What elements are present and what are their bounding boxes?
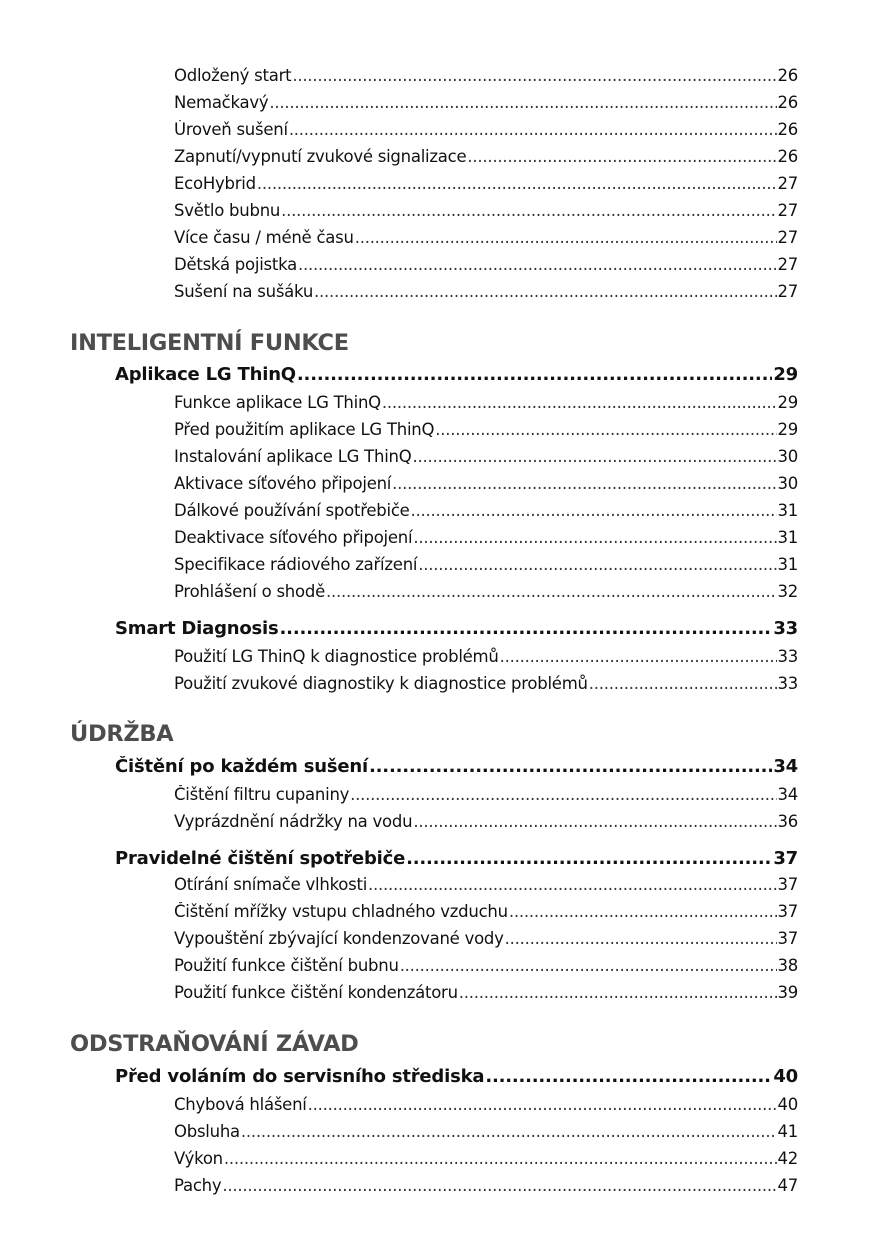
toc-chapter-entry[interactable] [115,848,798,869]
toc-page-number: 40 [777,1095,798,1114]
toc-page-number: 29 [773,364,798,385]
toc-chapter-entry[interactable] [115,364,798,385]
dot-leader [406,848,772,869]
toc-entry[interactable] [174,147,798,166]
section-heading: ODSTRAŇOVÁNÍ ZÁVAD [70,1031,359,1057]
dot-leader [467,147,776,166]
toc-entry-title: Čištění po každém sušení [115,756,369,777]
toc-entry-title: Použití zvukové diagnostiky k diagnostice problémů [174,674,588,693]
toc-entry-title: Otírání snímače vlhkosti [174,875,368,894]
toc-entry-title: Úroveň sušení [174,120,288,139]
toc-entry-title: Čištění filtru cupaniny [174,785,350,804]
toc-entry[interactable] [174,582,798,601]
toc-page-number: 26 [777,120,798,139]
toc-entry[interactable] [174,201,798,220]
dot-leader [269,93,776,112]
dot-leader [222,1176,776,1195]
toc-page-number: 34 [777,785,798,804]
toc-entry[interactable] [174,282,798,301]
toc-entry[interactable] [174,228,798,247]
toc-entry[interactable] [174,674,798,693]
section-heading: INTELIGENTNÍ FUNKCE [70,330,349,356]
toc-page-number: 37 [777,929,798,948]
toc-entry-title: Před voláním do servisního střediska [115,1066,485,1087]
toc-entry-title: Instalování aplikace LG ThinQ [174,447,412,466]
toc-entry[interactable] [174,501,798,520]
toc-page-number: 26 [777,66,798,85]
toc-page-number: 29 [777,393,798,412]
toc-entry[interactable] [174,983,798,1002]
toc-entry-title: Deaktivace síťového připojení [174,528,413,547]
toc-page-number: 41 [777,1122,798,1141]
toc-page-number: 30 [777,474,798,493]
toc-entry[interactable] [174,555,798,574]
toc-entry-title: Více času / méně času [174,228,354,247]
toc-entry[interactable] [174,785,798,804]
dot-leader [400,956,777,975]
dot-leader [241,1122,777,1141]
toc-entry-title: Odložený start [174,66,292,85]
toc-page-number: 37 [773,848,798,869]
toc-page-number: 38 [777,956,798,975]
dot-leader [413,528,776,547]
toc-page-number: 30 [777,447,798,466]
dot-leader [413,812,776,831]
toc-page-number: 42 [777,1149,798,1168]
dot-leader [297,364,772,385]
dot-leader [412,447,776,466]
toc-entry[interactable] [174,812,798,831]
toc-page-number: 27 [777,174,798,193]
toc-entry[interactable] [174,120,798,139]
toc-entry-title: EcoHybrid [174,174,256,193]
toc-entry-title: Před použitím aplikace LG ThinQ [174,420,435,439]
toc-entry[interactable] [174,528,798,547]
toc-entry[interactable] [174,93,798,112]
toc-entry-title: Aktivace síťového připojení [174,474,392,493]
toc-entry-title: Použití LG ThinQ k diagnostice problémů [174,647,499,666]
toc-entry[interactable] [174,174,798,193]
toc-entry[interactable] [174,393,798,412]
toc-entry-title: Použití funkce čištění kondenzátoru [174,983,458,1002]
toc-entry[interactable] [174,420,798,439]
toc-entry-title: Nemačkavý [174,93,269,112]
toc-page-number: 39 [777,983,798,1002]
toc-page-number: 26 [777,147,798,166]
toc-page-number: 31 [777,528,798,547]
toc-entry-title: Dětská pojistka [174,255,297,274]
dot-leader [289,120,777,139]
toc-entry-title: Aplikace LG ThinQ [115,364,296,385]
toc-entry[interactable] [174,875,798,894]
toc-entry[interactable] [174,1149,798,1168]
dot-leader [505,929,777,948]
section-heading: ÚDRŽBA [70,721,174,747]
toc-page-number: 36 [777,812,798,831]
dot-leader [500,647,777,666]
toc-page-number: 32 [777,582,798,601]
toc-entry-title: Pachy [174,1176,222,1195]
toc-entry[interactable] [174,474,798,493]
toc-entry[interactable] [174,66,798,85]
toc-page-number: 34 [773,756,798,777]
toc-chapter-entry[interactable] [115,1066,798,1087]
dot-leader [382,393,777,412]
toc-entry-title: Vyprázdnění nádržky na vodu [174,812,413,831]
dot-leader [326,582,777,601]
dot-leader [509,902,777,921]
toc-entry-title: Prohlášení o shodě [174,582,325,601]
toc-entry[interactable] [174,902,798,921]
toc-entry-title: Použití funkce čištění bubnu [174,956,399,975]
dot-leader [308,1095,777,1114]
toc-page-number: 33 [777,647,798,666]
toc-page-number: 33 [773,618,798,639]
toc-page-number: 27 [777,228,798,247]
dot-leader [280,618,773,639]
dot-leader [589,674,777,693]
dot-leader [281,201,776,220]
toc-page-number: 31 [777,555,798,574]
dot-leader [355,228,777,247]
toc-entry-title: Sušení na sušáku [174,282,314,301]
dot-leader [485,1066,772,1087]
toc-entry-title: Pravidelné čištění spotřebiče [115,848,406,869]
toc-entry-title: Chybová hlášení [174,1095,307,1114]
dot-leader [298,255,777,274]
dot-leader [292,66,776,85]
toc-entry[interactable] [174,956,798,975]
toc-entry[interactable] [174,1176,798,1195]
toc-entry-title: Čištění mřížky vstupu chladného vzduchu [174,902,508,921]
toc-entry-title: Specifikace rádiového zařízení [174,555,418,574]
toc-entry-title: Světlo bubnu [174,201,281,220]
dot-leader [314,282,776,301]
dot-leader [411,501,777,520]
dot-leader [418,555,776,574]
dot-leader [392,474,776,493]
toc-page-number: 47 [777,1176,798,1195]
toc-page-number: 37 [777,902,798,921]
toc-entry-title: Funkce aplikace LG ThinQ [174,393,381,412]
toc-entry-title: Zapnutí/vypnutí zvukové signalizace [174,147,467,166]
toc-page-number: 26 [777,93,798,112]
toc-entry[interactable] [174,255,798,274]
toc-entry[interactable] [174,1095,798,1114]
toc-page-number: 37 [777,875,798,894]
toc-entry-title: Obsluha [174,1122,240,1141]
dot-leader [350,785,776,804]
toc-entry-title: Smart Diagnosis [115,618,279,639]
toc-page-number: 31 [777,501,798,520]
toc-entry[interactable] [174,447,798,466]
toc-entry-title: Výkon [174,1149,223,1168]
toc-page-number: 33 [777,674,798,693]
toc-entry[interactable] [174,1122,798,1141]
toc-entry-title: Vypouštění zbývající kondenzované vody [174,929,504,948]
dot-leader [435,420,776,439]
toc-entry-title: Dálkové používání spotřebiče [174,501,410,520]
toc-entry[interactable] [174,929,798,948]
dot-leader [224,1149,777,1168]
toc-entry[interactable] [174,647,798,666]
toc-page-number: 27 [777,255,798,274]
dot-leader [459,983,777,1002]
toc-page-number: 29 [777,420,798,439]
toc-page-number: 40 [773,1066,798,1087]
dot-leader [369,756,772,777]
toc-chapter-entry[interactable] [115,756,798,777]
dot-leader [368,875,776,894]
toc-page-number: 27 [777,201,798,220]
dot-leader [257,174,777,193]
toc-chapter-entry[interactable] [115,618,798,639]
toc-page-number: 27 [777,282,798,301]
